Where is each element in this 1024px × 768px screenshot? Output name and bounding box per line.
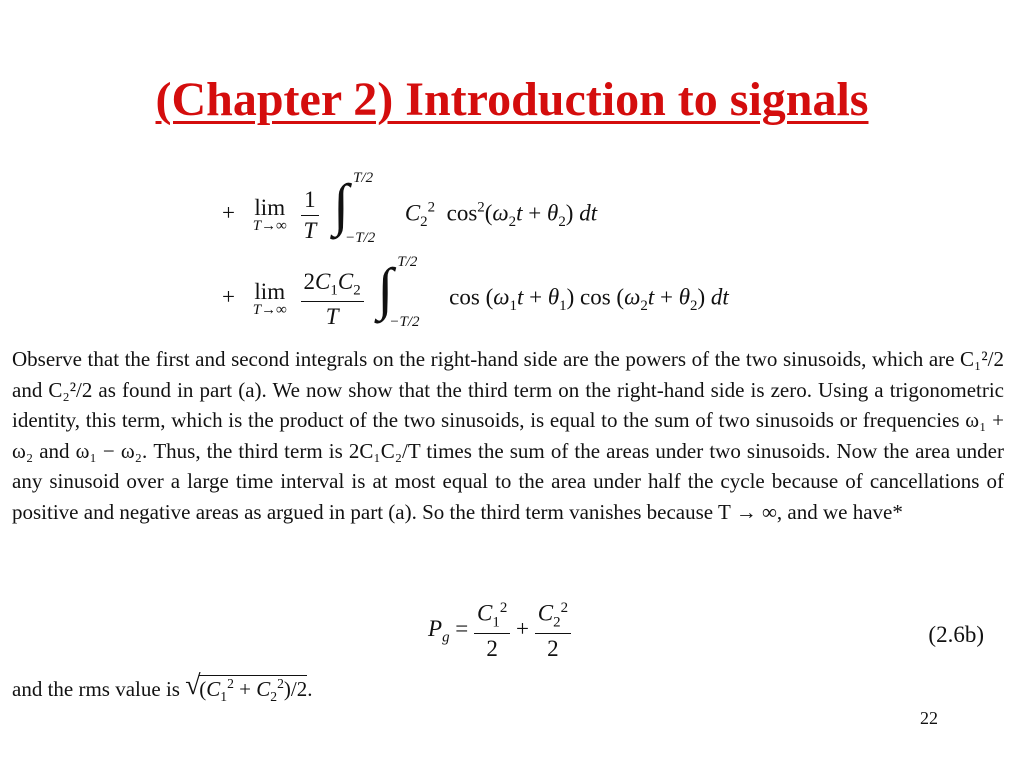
rms-line — [12, 670, 313, 705]
equation-line-1: + lim T→∞ $\frac{1}{T}$ ∫ T/2 −T/2 $C_2^2$ $\cos^2(\omega_2t + \theta_2)$ dt — [222, 170, 598, 246]
rms-text: and the rms value is — [12, 677, 180, 701]
page-number: 22 — [920, 708, 938, 728]
equation-line-2: + lim T→∞ $\frac{2C_1C_2}{T}$ ∫ T/2 −T/2 $\cos (\omega_1t + \theta_1)$ $\cos (\omega_2t + \theta_2)$ dt — [222, 254, 729, 330]
slide-title: (Chapter 2) Introduction to signals — [155, 73, 869, 126]
paragraph-text: Observe that the first and second integrals on the right-hand side are the powers of the two sinusoids, which are C₁²/2 and C₂²/2 as found in part (a). We now show that the third term on the right-hand side is zero. Using a trigonometric identity, this term, which is the product of the two sinusoids, is equal to the sum of two sinusoids or frequencies ω₁ + ω₂ and ω₁ − ω₂. Thus, the third term is 2C₁C₂/T times the sum of the areas under two sinusoids. Now the area under any sinusoid over a large time interval is at most equal to the area under half the cycle because of cancellations of positive and negative areas as argued in part (a). So the third term vanishes because T → ∞, and we have* — [12, 347, 1004, 524]
power-equation: $P_g$ = $\frac{C_1^2}{2}$ + $\frac{C_2^2}{2}$ — [428, 600, 571, 661]
body-paragraph — [12, 344, 1004, 527]
equation-number: (2.6b) — [928, 622, 984, 647]
rms-expression: √ $(C_1^2 + C_2^2)/2$. — [185, 670, 313, 705]
